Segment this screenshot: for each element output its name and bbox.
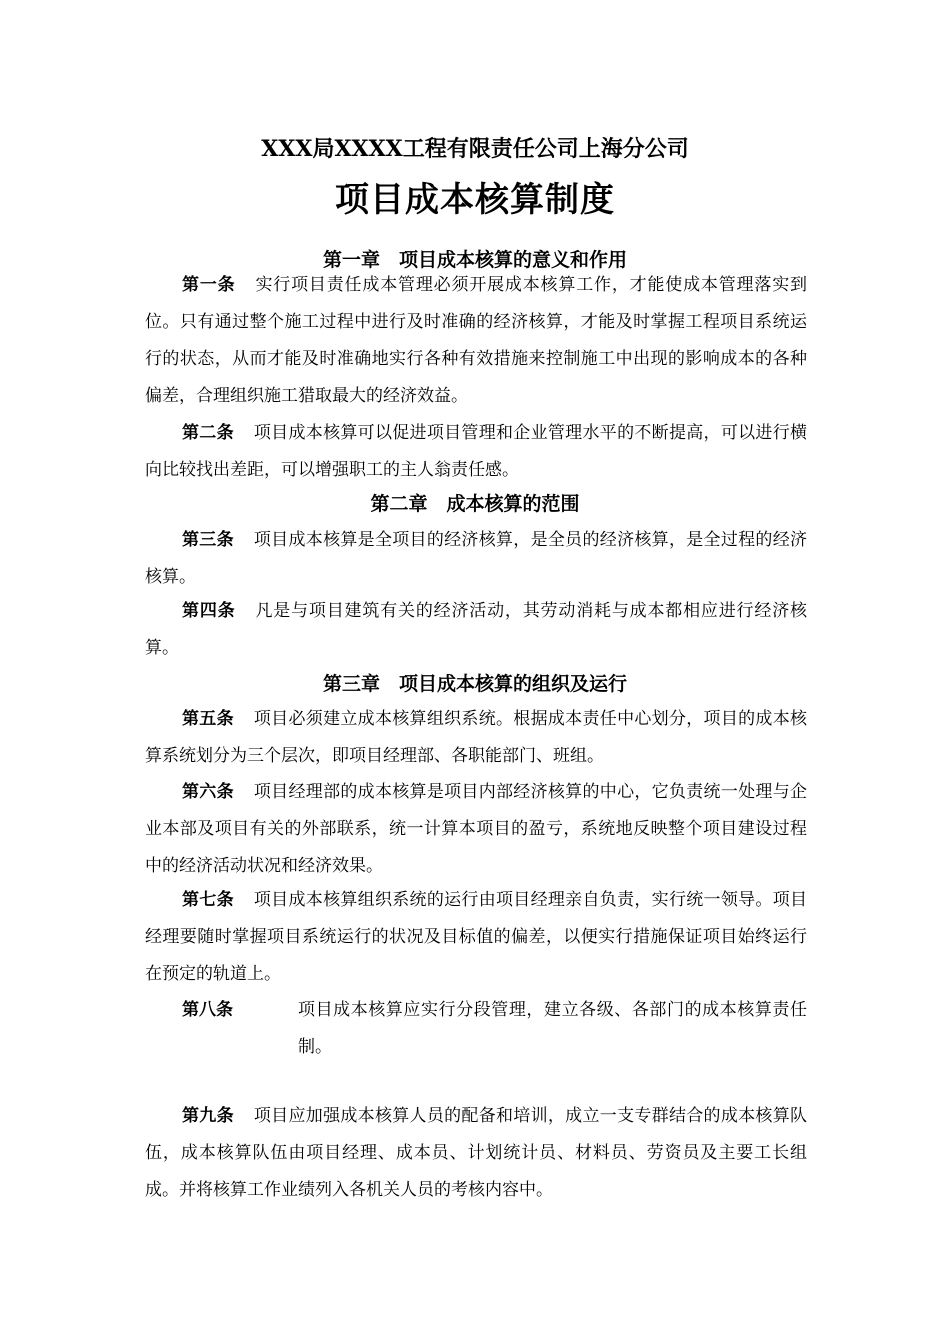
article-paragraph [145, 774, 807, 885]
article-paragraph [145, 882, 807, 993]
article-label: 第四条 [182, 601, 236, 621]
article-paragraph [145, 1098, 807, 1209]
article-paragraph [145, 522, 807, 596]
document-title: 项目成本核算制度 [335, 180, 615, 220]
article-text: 项目成本核算组织系统的运行由项目经理亲自负责，实行统一领导。项目经理要随时掌握项目系统运行的状况及目标值的偏差，以便实行措施保证项目始终运行在预定的轨道上。 [145, 890, 808, 984]
article-label: 第三条 [182, 530, 234, 550]
article-text: 凡是与项目建筑有关的经济活动，其劳动消耗与成本都相应进行经济核算。 [145, 601, 808, 658]
article-label: 第五条 [182, 709, 234, 729]
article-label: 第七条 [182, 890, 234, 910]
chapter-heading: 第三章 项目成本核算的组织及运行 [322, 673, 627, 695]
article-text: 项目必须建立成本核算组织系统。根据成本责任中心划分，项目的成本核算系统划分为三个层次，即项目经理部、各职能部门、班组。 [145, 709, 808, 766]
article-text: 实行项目责任成本管理必须开展成本核算工作，才能使成本管理落实到位。只有通过整个施工过程中进行及时准确的经济核算，才能及时掌握工程项目系统运行的状态，从而才能及时准确地实行各种有效措施来控制施工中出现的影响成本的各种偏差，合理组织施工猎取最大的经济效益。 [145, 275, 808, 406]
article-label: 第八条 [182, 1000, 233, 1020]
article-text: 项目成本核算是全项目的经济核算，是全员的经济核算，是全过程的经济核算。 [145, 530, 808, 587]
article-label: 第九条 [182, 1106, 234, 1126]
chapter-heading: 第二章 成本核算的范围 [370, 493, 580, 515]
article-paragraph [145, 267, 807, 415]
article-label: 第一条 [182, 275, 236, 295]
company-name: XXX局XXXX工程有限责任公司上海分公司 [261, 136, 689, 162]
article-paragraph [145, 593, 807, 667]
article-text: 项目应加强成本核算人员的配备和培训，成立一支专群结合的成本核算队伍，成本核算队伍由项目经理、成本员、计划统计员、材料员、劳资员及主要工长组成。并将核算工作业绩列入各机关人员的考核内容中。 [145, 1106, 808, 1200]
article-text: 项目经理部的成本核算是项目内部经济核算的中心，它负责统一处理与企业本部及项目有关的外部联系，统一计算本项目的盈亏，系统地反映整个项目建设过程中的经济活动状况和经济效果。 [145, 782, 808, 876]
article-paragraph [145, 415, 807, 489]
article-paragraph [145, 701, 807, 775]
article-label: 第二条 [182, 423, 234, 443]
article-label: 第六条 [182, 782, 234, 802]
article-paragraph [145, 992, 807, 1066]
article-text: 项目成本核算可以促进项目管理和企业管理水平的不断提高，可以进行横向比较找出差距，可以增强职工的主人翁责任感。 [145, 423, 808, 480]
chapter-heading: 第一章 项目成本核算的意义和作用 [322, 249, 627, 271]
article-text: 项目成本核算应实行分段管理，建立各级、各部门的成本核算责任制。 [298, 1000, 807, 1057]
